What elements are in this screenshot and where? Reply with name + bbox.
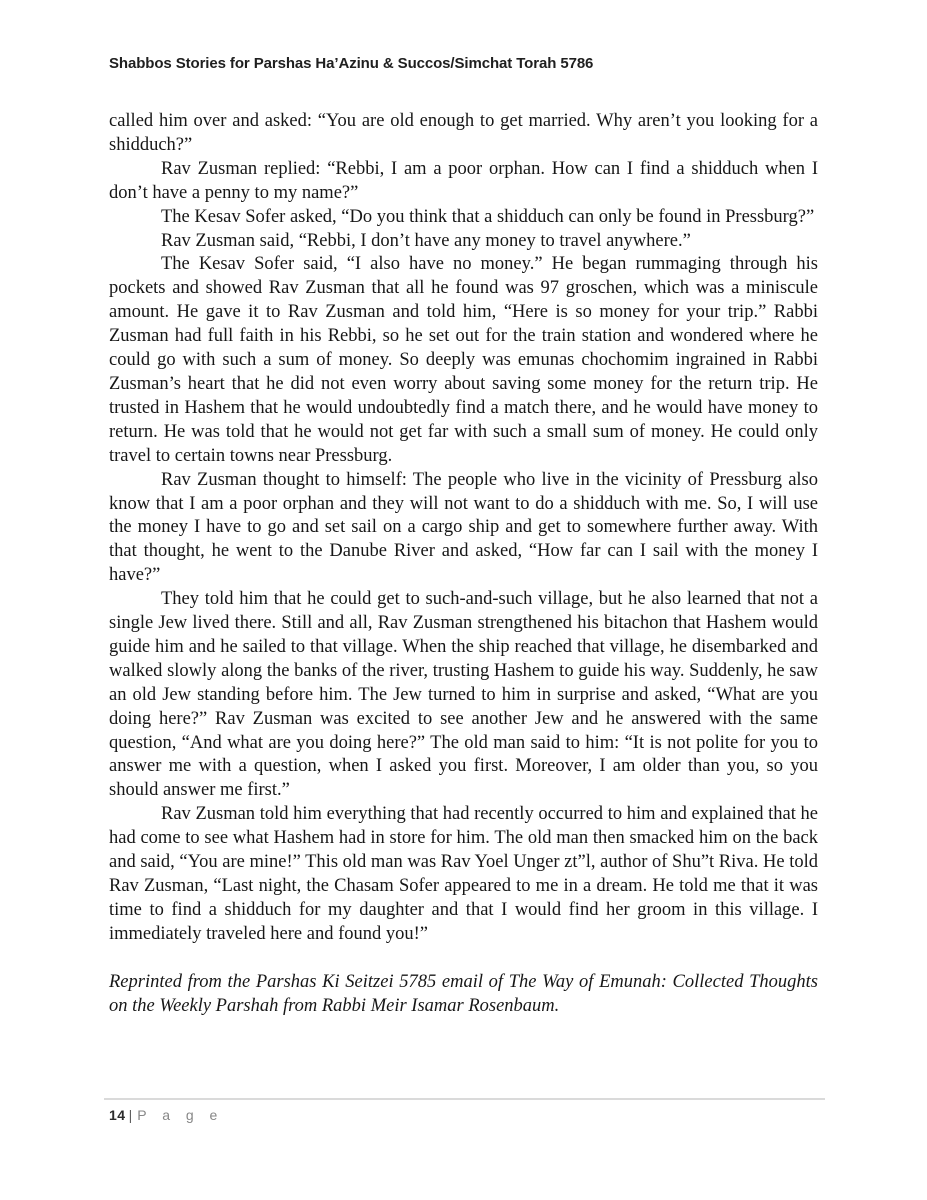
story-paragraph: The Kesav Sofer asked, “Do you think that a shidduch can only be found in Pressburg?” — [161, 206, 815, 227]
story-paragraph: Rav Zusman replied: “Rebbi, I am a poor orphan. How can I find a shidduch when I don’t have a penny to my name?” — [109, 158, 818, 203]
page-footer — [104, 1098, 825, 1123]
story-paragraph: They told him that he could get to such-and-such village, but he also learned that not a single Jew lived there. Still and all, Rav Zusman strengthened his bitachon that Hashem would guide him and he sailed to that village. When the ship reached that village, he disembarked and walked slowly along the banks of the river, trusting Hashem to guide his way. Suddenly, he saw an old Jew standing before him. The Jew turned to him in surprise and asked, “What are you doing here?” Rav Zusman was excited to see another Jew and he answered with the same question, “And what are you doing here?” The old man said to him: “It is not polite for you to answer me with a question, when I asked you first. Moreover, I am older than you, so you should answer me first.” — [109, 589, 818, 801]
story-paragraph: called him over and asked: “You are old enough to get married. Why aren’t you looking for a shidduch?” — [109, 111, 818, 155]
header-title: Shabbos Stories for Parshas Ha’Azinu & Succos/Simchat Torah 5786 — [109, 55, 594, 72]
page-number: 14 — [109, 1107, 126, 1123]
footer-separator: | — [128, 1107, 133, 1123]
reprint-attribution: Reprinted from the Parshas Ki Seitzei 5785 email of The Way of Emunah: Collected Thoughts on the Weekly Parshah from Rabbi Meir Isamar Rosenbaum. — [109, 971, 818, 1016]
page-header — [109, 55, 818, 72]
story-paragraph: The Kesav Sofer said, “I also have no money.” He began rummaging through his pockets and showed Rav Zusman that all he found was 97 groschen, which was a miniscule amount. He gave it to Rav Zusman and told him, “Here is so money for your trip.” Rabbi Zusman had full faith in his Rebbi, so he set out for the train station and wondered where he could go with such a sum of money. So deeply was emunas chochomim ingrained in Rabbi Zusman’s heart that he did not even worry about saving some money for the return trip. He trusted in Hashem that he would undoubtedly find a match there, and he would have money to return. He was told that he would not get far with such a small sum of money. He could only travel to certain towns near Pressburg. — [109, 254, 818, 466]
story-paragraph: Rav Zusman told him everything that had recently occurred to him and explained that he had come to see what Hashem had in store for him. The old man then smacked him on the back and said, “You are mine!” This old man was Rav Yoel Unger zt”l, author of Shu”t Riva. He told Rav Zusman, “Last night, the Chasam Sofer appeared to me in a dream. He told me that it was time to find a shidduch for my daughter and that I would find her groom in this village. I immediately traveled here and found you!” — [109, 804, 818, 944]
footer-page-label: P a g e — [137, 1107, 224, 1123]
story-paragraph: Rav Zusman thought to himself: The people who live in the vicinity of Pressburg also know that I am a poor orphan and they will not want to do a shidduch with me. So, I will use the money I have to go and set sail on a cargo ship and get to somewhere further away. With that thought, he went to the Danube River and asked, “How far can I sail with the money I have?” — [109, 469, 818, 586]
document-body — [109, 110, 818, 1019]
story-paragraph: Rav Zusman said, “Rebbi, I don’t have any money to travel anywhere.” — [161, 230, 691, 251]
